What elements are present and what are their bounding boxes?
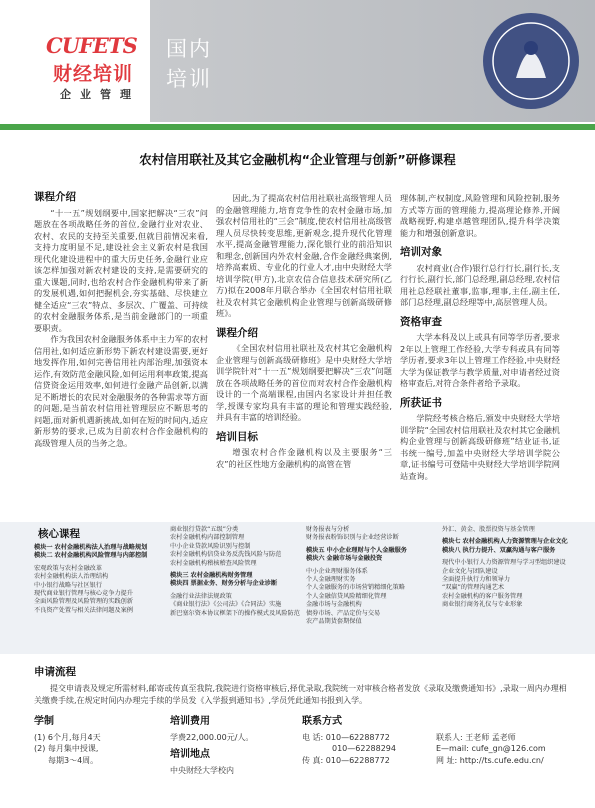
list-item: 金融行业法律法规政策	[170, 592, 232, 600]
contact-phone-block	[302, 732, 427, 767]
course-intro-heading-2: 课程介绍	[216, 326, 258, 339]
list-item: 财务报表粉饰识别与企业经营诊断	[306, 534, 399, 542]
list-item: 财务报表与分析	[306, 526, 350, 533]
course-intro-paragraph-1: “十一五”规划纲要中,国家把解决“三农”问题放在各项战略任务的首位,金融行业对农业、农村、农民的支持至关重要,但就目前情况来看,支持力度明显不足,建设社会主义新农村是我国现代化建设进程中的重大历史任务,金融行业应该怎样加强对新农村建设的支持,是需要研究的重大课题,同时,也给农村合作金融机构带来了新的发展机遇,如何把握机会,夯实基础、尽快建立健全适应“三农”特点、多层次、广覆盖、可持续的农村金融服务体系,是当前金融部门的一项重要职责。	[34, 207, 208, 333]
core-column-3	[306, 526, 434, 626]
list-item: 《商业银行法》《公司法》《合同法》实施	[170, 601, 282, 609]
list-item: 中小企业贷款风险识别与控制	[170, 542, 251, 550]
application-heading: 申请流程	[34, 666, 76, 678]
list-item: 农村金融机构内部控制管理	[170, 534, 245, 542]
module-row: 模块七 农村金融机构人力资源管理与企业文化	[442, 538, 568, 546]
logo-chinese: 财经培训	[53, 63, 134, 85]
list-item: 全面风险管理及风险管理的实践创新	[34, 598, 133, 606]
contact-section	[302, 716, 582, 772]
application-text: 提交申请表及规定所需材料,邮寄或传真至我院,我院进行资格审核后,择优录取,我院统一对审核合格者发放《录取及缴费通知书》,录取一周内办理相关缴费手续,在规定时间内办理完手续的学员发《入学报到通知书》,学员凭此通知书报到入学。	[34, 684, 567, 705]
module-row: 模块六 金融市场与金融投资	[306, 555, 383, 563]
header-tagline	[166, 34, 212, 94]
list-item: 农村金融机构的客户服务管理	[442, 592, 523, 600]
module-row: 模块三 农村金融机构财务管理	[170, 572, 253, 580]
website-link[interactable]: http://ts.cufe.edu.cn/	[459, 755, 544, 765]
fee-text: 学费22,000.00元/人。	[170, 732, 254, 742]
list-item: 全面提升执行力和领导力	[442, 576, 511, 584]
schedule-heading: 学制	[34, 716, 54, 727]
list-item: 企业文化与团队建设	[442, 567, 498, 575]
course-intro-paragraph-2: 作为我国农村金融服务体系中主力军的农村信用社,如何适应新形势下新农村建设需要,更好地发挥作用,如何完善信用社内部治理,加强资本运作,有效防范金融风险,如何运用利率政策,提高信贷资金运用效率,如何进行金融产品创新,以满足不断增长的农民对金融服务的各种需求等方面的问题,是当前农村信用社管理层应不断思考的问题,面对新机遇新挑战,如何在短的时间内,适应新形势的要求,已成为目前农村合作金融机构的高级管理人员的当务之急。	[34, 334, 208, 448]
email-link[interactable]: cufe_gn@126.com	[471, 744, 546, 753]
column-course-intro	[34, 190, 208, 449]
module-row: 模块五 中小企业理财与个人金融服务	[306, 546, 407, 554]
core-courses-section	[34, 522, 574, 654]
list-item: 农产品期货套期保值	[306, 618, 362, 626]
schedule-section	[34, 716, 154, 766]
list-item: 债券市场、产品定价与交易	[306, 609, 381, 617]
list-item: 外汇、黄金、股票投资与基金管理	[442, 526, 535, 533]
web-label: 网 址:	[436, 755, 458, 765]
tel-2: 010—62288294	[332, 744, 396, 753]
list-item: 商业银行商务礼仪与专业形象	[442, 601, 523, 609]
certificate-heading: 所获证书	[400, 396, 442, 409]
column-middle	[216, 193, 392, 470]
column-right	[400, 193, 560, 482]
middle-paragraph-1: 因此,为了提高农村信用社联社高级管理人员的金融管理能力,培育竞争性的农村金融市场,加强农村信用社的“三会”制度,使农村信用社高级管理人员尽快转变思维,更新观念,提升现代化管理水平,提高金融管理能力,深化银行业的前沿知识和理念,创新国内外农村金融,合作金融经典案例,培养高素质、专业化的行业人才,由中央财经大学培训学院(甲方),北京农信合信息技术研究所(乙方)拟在2008年月联合举办《全国农村信用社联社及农村其它金融机构企业管理与创新高级研修班》。	[216, 193, 392, 318]
target-heading: 培训对象	[400, 246, 442, 258]
core-column-2	[170, 526, 300, 618]
middle-paragraph-2: 《全国农村信用社联社及农村其它金融机构企业管理与创新高级研修班》是中央财经大学培训学院针对“十一五”规划纲要把解决“三农”问题放在各项战略任务的首位而对农村合作金融机构设计的一个高端课程,由国内名家设计并担任教学,授课专家均具有丰富的理论和管理实践经验,并具有丰富的培训经验。	[216, 343, 392, 422]
contact-person-block	[436, 732, 564, 767]
schedule-line-1: (1) 6个月,每月4天	[34, 732, 101, 742]
core-column-1	[34, 544, 162, 615]
fax-number: 010—62288772	[325, 755, 390, 765]
list-item: 不良资产处置与相关法律问题及案例	[34, 606, 133, 614]
list-item: 宏观政策与农村金融改革	[34, 564, 103, 572]
training-goal-paragraph: 增强农村合作金融机构以及主要服务“三农”的社区性地方金融机构的高管在管	[216, 447, 392, 469]
module-row: 模块八 执行力提升、双赢沟通与客户服务	[442, 546, 556, 554]
qualification-paragraph: 大学本科及以上或具有同等学历者,要求2年以上管理工作经验,大学专科或具有同等学历者,要求3年以上管理工作经验,中央财经大学为保证教学与教学质量,对申请者经过资格审查后,对符合条件者给予录取。	[400, 332, 560, 388]
qualification-heading: 资格审查	[400, 315, 442, 328]
tagline-line-2: 培训	[166, 67, 212, 91]
tel-label: 电 话:	[302, 732, 324, 742]
list-item: 现代商业银行管理与核心竞争力提升	[34, 590, 133, 598]
module-row: 模块四 票据业务、财务分析与企业诊断	[170, 580, 278, 588]
list-item: 农村金融机构稽核稽查风险管理	[170, 559, 257, 567]
location-text: 中央财经大学校内	[170, 765, 234, 775]
course-intro-heading: 课程介绍	[34, 191, 76, 203]
fax-label: 传 真:	[302, 755, 324, 765]
certificate-paragraph: 学院经考核合格后,颁发中央财经大学培训学院“全国农村信用联社及农村其它金融机构企业管理与创新高级研修班”结业证书,证书统一编号,加盖中央财经大学培训学院公章,证书编号可登陆中央财经大学培训学院网站查询。	[400, 413, 560, 481]
contact-heading: 联系方式	[302, 716, 342, 727]
right-paragraph-0: 理体制,产权制度,风险管理和风险控制,服务方式等方面的管理能力,提高理论修养,开阔战略视野,构建卓越管理团队,提升科学决策能力和增强创新意识。	[400, 193, 560, 238]
schedule-line-2: (2) 每月集中授课,	[34, 744, 99, 753]
location-heading: 培训地点	[170, 749, 210, 760]
list-item: 个人金融服务的市场营销精细化策略	[306, 584, 405, 592]
schedule-line-3: 每期3～4周。	[48, 755, 99, 765]
tel-1: 010—62288772	[325, 732, 390, 742]
page-title: 农村信用联社及其它金融机构“企业管理与创新”研修课程	[139, 152, 456, 167]
training-goal-heading: 培训目标	[216, 430, 258, 443]
logo-subtitle: 企业管理	[60, 88, 140, 101]
green-divider	[0, 124, 595, 130]
fee-heading: 培训费用	[170, 716, 210, 727]
logo-english: CUFETS	[46, 33, 137, 58]
list-item: 现代中小银行人力资源管理与学习型组织建设	[442, 559, 566, 567]
list-item: 新巴塞尔资本协议框架下的操作模式及风险防范	[170, 609, 300, 617]
list-item: 金融市场与金融机构	[306, 601, 362, 609]
list-item: “双赢”的管理沟通艺术	[442, 584, 505, 592]
list-item: 农村金融机构法人治理结构	[34, 573, 109, 581]
list-item: 个人金融信贷风险精细化管理	[306, 592, 387, 600]
list-item: 农村金融机构信贷业务反洗钱风险与防范	[170, 551, 282, 559]
university-emblem-icon	[476, 6, 586, 116]
application-process-section	[34, 664, 574, 706]
list-item: 中小银行战略与社区银行	[34, 581, 103, 589]
list-item: 中小企业理财服务体系	[306, 567, 368, 575]
page-header	[0, 0, 595, 122]
list-item: 商业银行贷款“五级”分类	[170, 526, 239, 533]
tagline-line-1: 国内	[166, 37, 212, 61]
module-row: 模块一 农村金融机构法人治理与战略规划	[34, 544, 148, 551]
module-row: 模块二 农村金融机构风险管理与内部控制	[34, 552, 148, 560]
list-item: 个人金融理财实务	[306, 576, 356, 584]
core-courses-heading: 核心课程	[38, 528, 80, 540]
person-name: 王老师 孟老师	[465, 732, 516, 742]
person-label: 联系人:	[436, 732, 463, 742]
email-label: E—mail:	[436, 744, 469, 753]
target-paragraph: 农村商业(合作)银行总行行长,副行长,支行行长,副行长,部门总经理,副总经理,农村信用社总经联社董事,监事,理事,主任,副主任,部门总经理,副总经理等中,高层管理人员。	[400, 262, 560, 307]
core-column-4	[442, 526, 568, 610]
fee-section	[170, 716, 290, 776]
